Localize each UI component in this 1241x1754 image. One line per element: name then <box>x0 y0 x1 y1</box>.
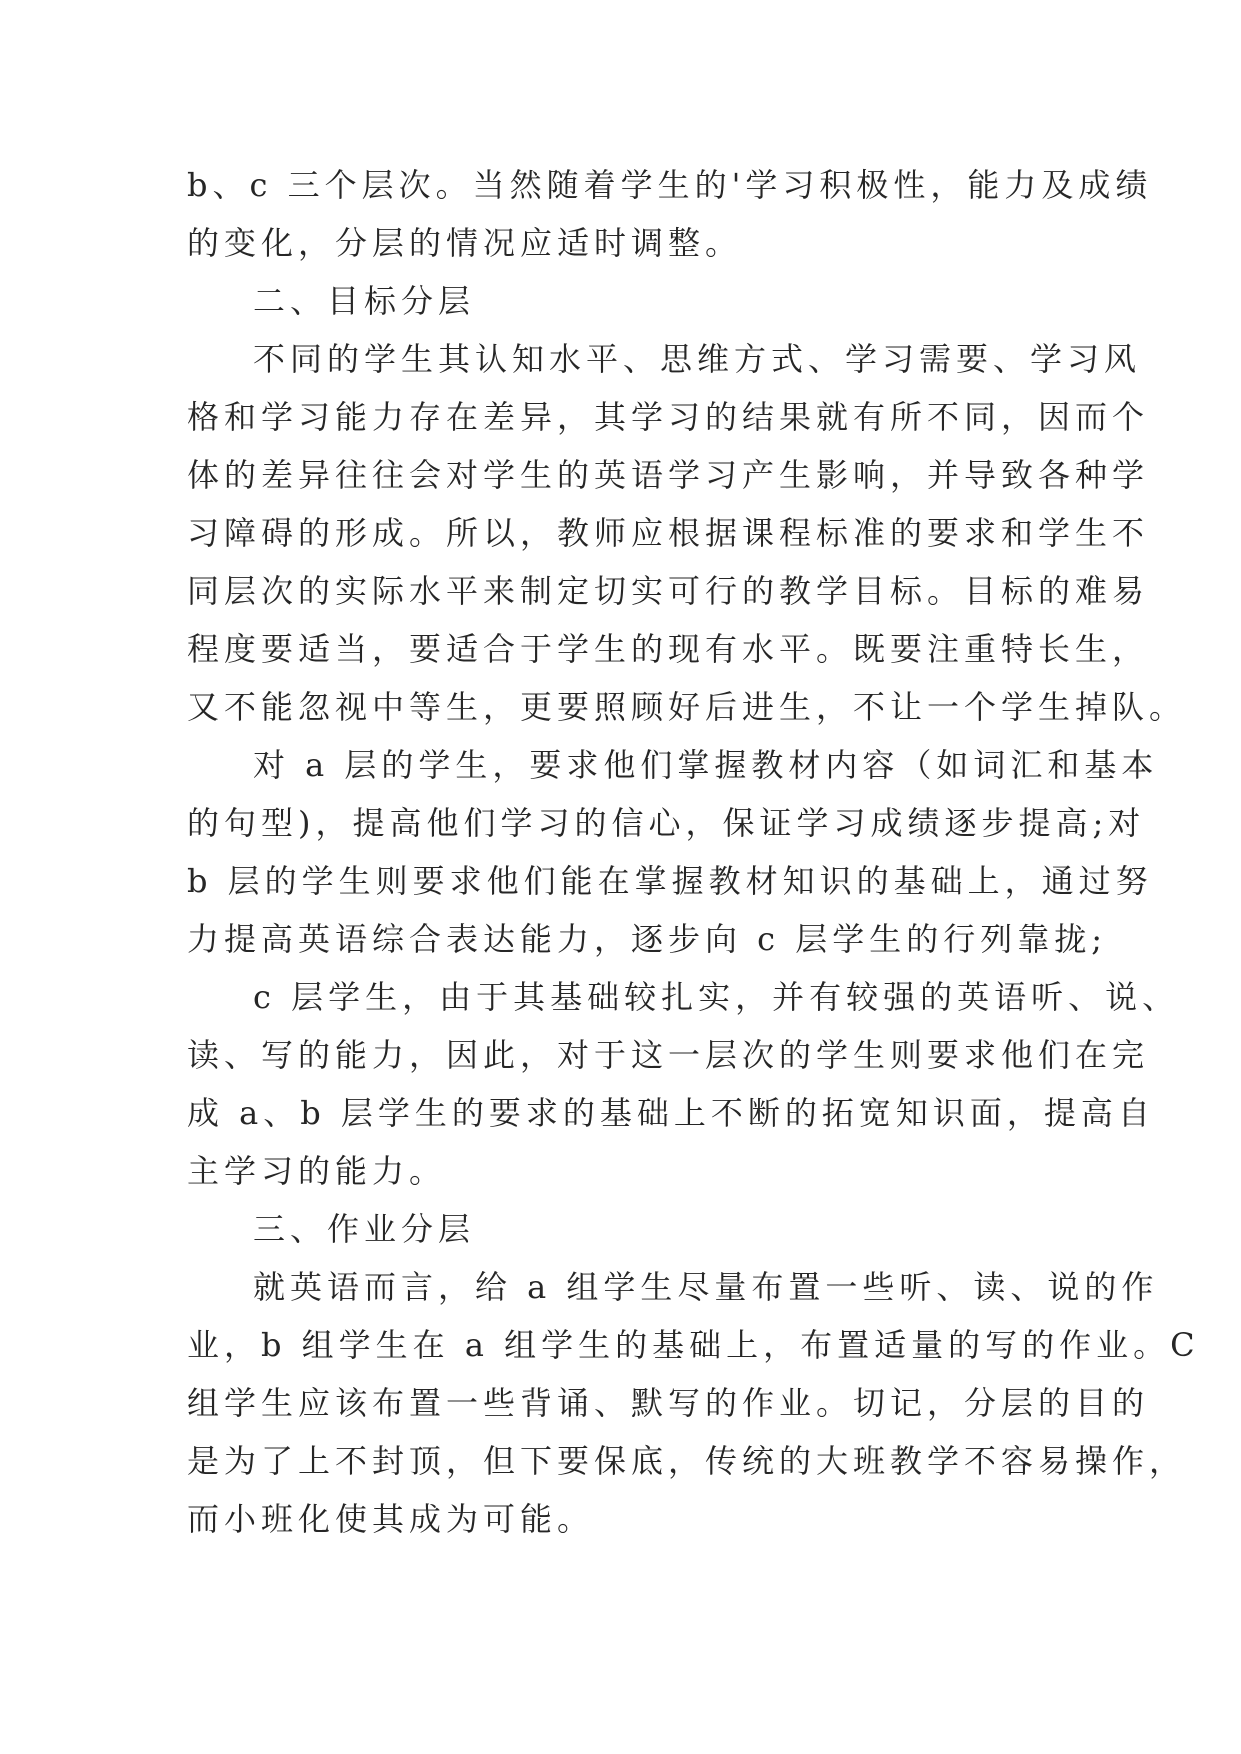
text-line: 二、目标分层 <box>253 282 476 320</box>
text-line: 对 a 层的学生，要求他们掌握教材内容（如词汇和基本 <box>253 746 1159 784</box>
text-line: 就英语而言，给 a 组学生尽量布置一些听、读、说的作 <box>253 1268 1159 1306</box>
text-line: 又不能忽视中等生，更要照顾好后进生，不让一个学生掉队。 <box>187 688 1187 726</box>
text-line: 程度要适当，要适合于学生的现有水平。既要注重特长生， <box>187 630 1150 668</box>
text-line: 是为了上不封顶，但下要保底，传统的大班教学不容易操作， <box>187 1442 1187 1480</box>
text-line: 的句型)，提高他们学习的信心，保证学习成绩逐步提高;对 <box>187 804 1146 842</box>
text-line: 格和学习能力存在差异，其学习的结果就有所不同，因而个 <box>187 398 1150 436</box>
text-line: b 层的学生则要求他们能在掌握教材知识的基础上，通过努 <box>187 862 1153 900</box>
text-line: 不同的学生其认知水平、思维方式、学习需要、学习风 <box>253 340 1142 378</box>
text-line: 读、写的能力，因此，对于这一层次的学生则要求他们在完 <box>187 1036 1150 1074</box>
text-line: b、c 三个层次。当然随着学生的'学习积极性，能力及成绩 <box>187 166 1153 204</box>
text-line: c 层学生，由于其基础较扎实，并有较强的英语听、说、 <box>253 978 1180 1016</box>
text-line: 同层次的实际水平来制定切实可行的教学目标。目标的难易 <box>187 572 1150 610</box>
document-body <box>187 156 1200 1548</box>
text-line: 组学生应该布置一些背诵、默写的作业。切记，分层的目的 <box>187 1384 1150 1422</box>
text-line: 而小班化使其成为可能。 <box>187 1500 595 1538</box>
text-line: 三、作业分层 <box>253 1210 476 1248</box>
text-line: 业，b 组学生在 a 组学生的基础上，布置适量的写的作业。C <box>187 1326 1200 1364</box>
text-line: 的变化，分层的情况应适时调整。 <box>187 224 743 262</box>
text-line: 力提高英语综合表达能力，逐步向 c 层学生的行列靠拢; <box>187 920 1108 958</box>
text-line: 体的差异往往会对学生的英语学习产生影响，并导致各种学 <box>187 456 1150 494</box>
text-line: 主学习的能力。 <box>187 1152 447 1190</box>
text-line: 习障碍的形成。所以，教师应根据课程标准的要求和学生不 <box>187 514 1150 552</box>
text-line: 成 a、b 层学生的要求的基础上不断的拓宽知识面，提高自 <box>187 1094 1155 1132</box>
